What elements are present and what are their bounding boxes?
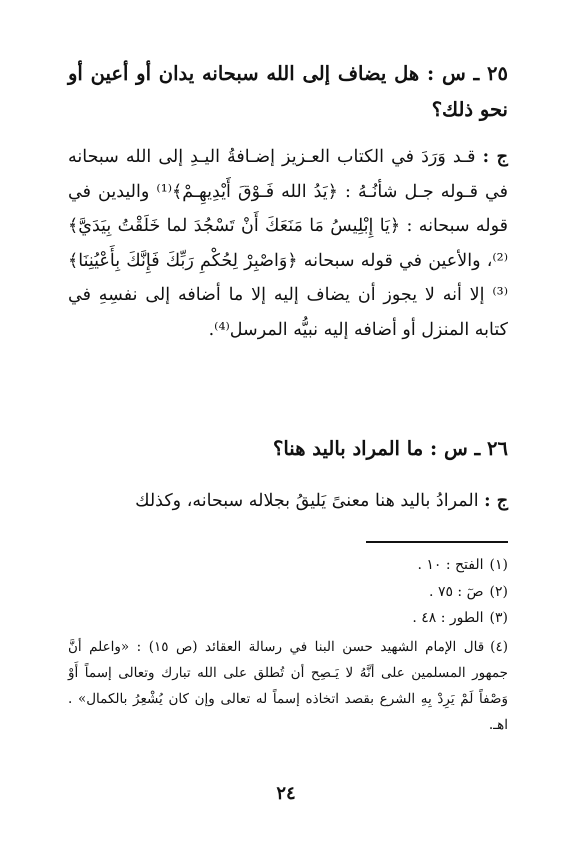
footnotes [68, 552, 508, 738]
footnote-4 [68, 634, 508, 738]
answer-26 [68, 484, 508, 519]
question-26 [68, 431, 508, 467]
question-25-paragraph [68, 56, 508, 128]
footnote-marker: (٢) [489, 583, 508, 600]
footnote-3 [68, 605, 508, 632]
footnote-marker: (١) [489, 557, 508, 573]
question-25 [68, 56, 508, 128]
footnote-separator [366, 541, 508, 543]
answer-25-marker: ج : [482, 147, 508, 167]
footnote-marker: (٤) [490, 638, 508, 655]
question-26-label: ٢٦ ـ س : [429, 437, 508, 460]
answer-26-marker: ج : [484, 491, 508, 511]
footnote-1 [68, 552, 508, 579]
answer-26-text: المرادُ باليد هنا معنىً يَليقُ بجلاله سبحانه، وكذلك [135, 491, 479, 511]
footnote-2 [68, 579, 508, 606]
question-26-paragraph [68, 431, 508, 467]
answer-26-paragraph [68, 484, 508, 519]
footnote-marker: (٣) [489, 610, 508, 626]
answer-25-text: قـد وَرَدَ في الكتاب العـزيز إضـافةُ اليـدِ إلى الله سبحانه في قـوله جـل شأنُـهُ : ﴿يَدُ الله فَـوْقَ أَيْدِيهِـمْ﴾⁽¹⁾ واليدين في قوله سبحانه : ﴿يَا إِبْلِيسُ مَا مَنَعَكَ أَنْ تَسْجُدَ لما خَلَقْتُ بِيَدَيَّ﴾⁽²⁾، والأعين في قوله سبحانه ﴿وَاصْبِرْ لِحُكْمِ رَبِّكَ فَإِنَّكَ بِأَعْيُنِنَا﴾⁽³⁾ إلا أنه لا يجوز أن يضاف إليه إلا ما أضافه إلى نفسِهِ في كتابه المنزل أو أضافه إليه نبيُّه المرسل⁽⁴⁾. [68, 147, 508, 340]
footnote-text: صٓ : ٧٥ . [429, 583, 484, 600]
answer-25-paragraph [68, 140, 508, 347]
question-26-text: ما المراد باليد هنا؟ [273, 437, 424, 460]
footnote-text: قال الإمام الشهيد حسن البنا في رسالة العقائد (ص ١٥) : «واعلم أنَّ جمهور المسلمين على أنَّهُ لا يَـصِح أن تُطلق على الله تبارك وتعالى إسماً أَوْ وَصْفاً لَمْ يَرِدْ بِهِ الشرع بقصد اتخاذه إسماً له تعالى وإن كان يُشْعِرُ بالكمال» . اهـ. [68, 638, 508, 733]
question-25-text: هل يضاف إلى الله سبحانه يدان أو أعين أو نحو ذلك؟ [68, 62, 508, 121]
page-number: ٢٤ [276, 783, 296, 804]
question-25-label: ٢٥ ـ س : [426, 62, 508, 85]
footnote-text: الفتح : ١٠ . [417, 557, 484, 573]
footnote-text: الطور : ٤٨ . [412, 610, 484, 626]
answer-25 [68, 140, 508, 347]
